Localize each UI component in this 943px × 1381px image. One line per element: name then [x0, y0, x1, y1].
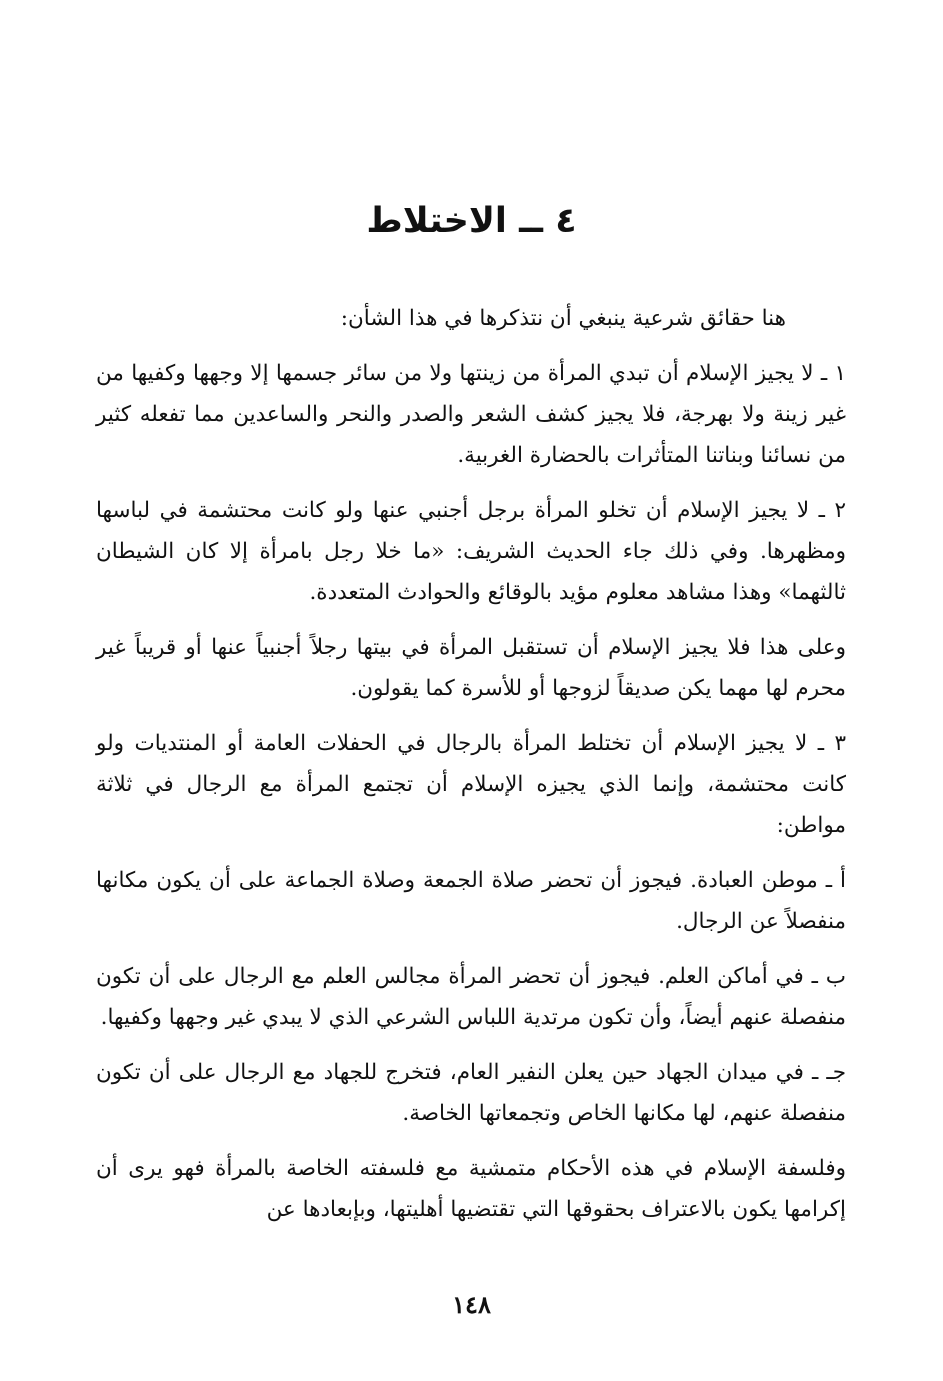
- rule-2-paragraph: ٢ ـ لا يجيز الإسلام أن تخلو المرأة برجل أجنبي عنها ولو كانت محتشمة في لباسها ومظهرها. وفي ذلك جاء الحديث الشريف: «ما خلا رجل بامرأة إلا كان الشيطان ثالثهما» وهذا مشاهد معلوم مؤيد بالوقائع والحوادث المتعددة.: [96, 498, 846, 605]
- rule-1-paragraph: ١ ـ لا يجيز الإسلام أن تبدي المرأة من زينتها ولا من سائر جسمها إلا وجهها وكفيها من غير زينة ولا بهرجة، فلا يجيز كشف الشعر والصدر والنحر والساعدين مما تفعله كثير من نسائنا وبناتنا المتأثرات بالحضارة الغربية.: [96, 361, 846, 468]
- item-b-paragraph: ب ـ في أماكن العلم. فيجوز أن تحضر المرأة مجالس العلم مع الرجال على أن تكون منفصلة عنهم أيضاً، وأن تكون مرتدية اللباس الشرعي الذي لا يبدي غير وجهها وكفيها.: [96, 964, 846, 1030]
- rule-3-paragraph: ٣ ـ لا يجيز الإسلام أن تختلط المرأة بالرجال في الحفلات العامة أو المنتديات ولو كانت محتشمة، وإنما الذي يجيزه الإسلام أن تجتمع المرأة مع الرجال في ثلاثة مواطن:: [96, 731, 846, 838]
- intro-paragraph: هنا حقائق شرعية ينبغي أن نتذكرها في هذا الشأن:: [340, 306, 786, 331]
- item-a-paragraph: أ ـ موطن العبادة. فيجوز أن تحضر صلاة الجمعة وصلاة الجماعة على أن يكون مكانها منفصلاً عن الرجال.: [96, 868, 846, 934]
- chapter-title: ٤ ــ الاختلاط: [366, 201, 577, 241]
- item-c-paragraph: جـ ـ في ميدان الجهاد حين يعلن النفير العام، فتخرج للجهاد مع الرجال على أن تكون منفصلة عنهم، لها مكانها الخاص وتجمعاتها الخاصة.: [96, 1060, 846, 1126]
- body-text: [96, 298, 846, 1244]
- philosophy-paragraph: وفلسفة الإسلام في هذه الأحكام متمشية مع فلسفته الخاصة بالمرأة فهو يرى أن إكرامها يكون بالاعتراف بحقوقها التي تقتضيها أهليتها، وبإبعادها عن: [96, 1156, 846, 1222]
- rule-2-continuation-paragraph: وعلى هذا فلا يجيز الإسلام أن تستقبل المرأة في بيتها رجلاً أجنبياً عنها أو قريباً غير محرم لها مهما يكن صديقاً لزوجها أو للأسرة كما يقولون.: [96, 635, 846, 701]
- page-number: ١٤٨: [452, 1290, 491, 1319]
